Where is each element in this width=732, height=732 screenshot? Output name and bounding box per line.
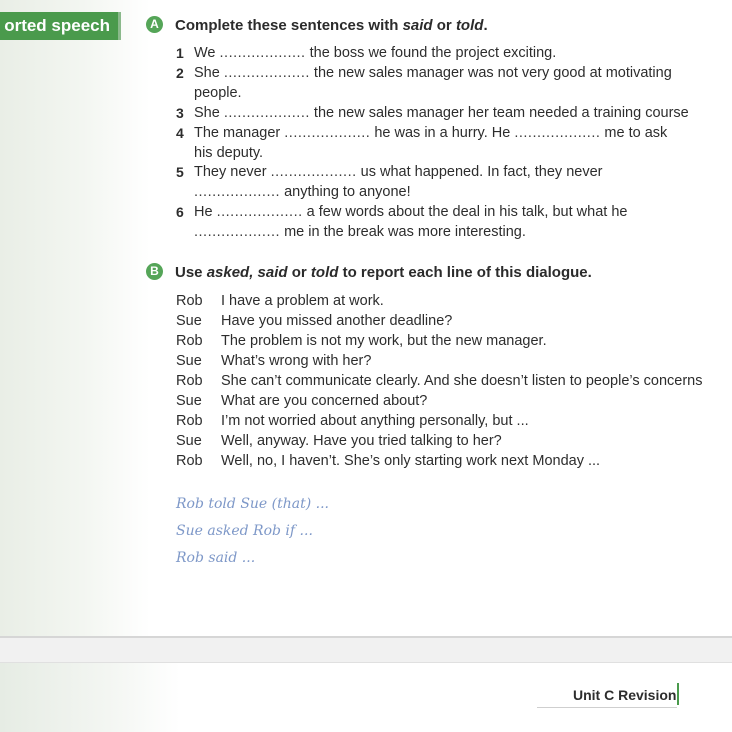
dialogue-text: I’m not worried about anything personally, but ... [221, 413, 529, 429]
exercise-a-badge: A [146, 16, 163, 33]
dialogue-text: Have you missed another deadline? [221, 313, 453, 329]
dialogue-text: What’s wrong with her? [221, 353, 372, 369]
item-number: 4 [176, 125, 184, 141]
speaker: Rob [176, 453, 203, 469]
item-number: 2 [176, 65, 184, 81]
dialogue-text: Well, anyway. Have you tried talking to her? [221, 433, 502, 449]
answer-blank[interactable]: ................... [194, 224, 281, 240]
item-number: 3 [176, 105, 184, 121]
unit-footer: Unit C Revision [573, 687, 677, 703]
speaker: Rob [176, 413, 203, 429]
page-gap [0, 638, 732, 662]
dialogue-line [176, 292, 384, 310]
dialogue-line [176, 332, 547, 350]
answer-blank[interactable]: ................... [284, 125, 371, 141]
dialogue-text: What are you concerned about? [221, 393, 428, 409]
answer-blank[interactable]: ................... [270, 164, 357, 180]
exercise-b-badge: B [146, 263, 163, 280]
dialogue-line [176, 352, 371, 370]
dialogue-line [176, 372, 702, 390]
answer-prompt: Rob told Sue (that) ... [176, 496, 330, 512]
exercise-a-item-5: They never ................... us what happened. In fact, they never [194, 164, 603, 180]
dialogue-line [176, 412, 529, 430]
answer-blank[interactable]: ................... [514, 125, 601, 141]
exercise-a-item-2-cont: people. [194, 85, 242, 101]
speaker: Sue [176, 433, 202, 449]
exercise-a-item-6-cont: ................... me in the break was more interesting. [194, 224, 526, 240]
answer-blank[interactable]: ................... [223, 65, 310, 81]
footer-rule [537, 707, 677, 708]
answer-blank[interactable]: ................... [216, 204, 303, 220]
dialogue-line [176, 432, 502, 450]
exercise-a-item-1: We ................... the boss we found the project exciting. [194, 45, 557, 61]
exercise-a-item-2: She ................... the new sales manager was not very good at motivating [194, 65, 672, 81]
dialogue-line [176, 392, 427, 410]
exercise-a-item-3: She ................... the new sales manager her team needed a training course [194, 105, 689, 121]
dialogue-line [176, 312, 452, 330]
section-tab: orted speech [0, 12, 118, 40]
section-tab-edge [118, 12, 121, 40]
footer-margin-background [0, 663, 180, 732]
speaker: Sue [176, 313, 202, 329]
exercise-a-item-4: The manager ................... he was in a hurry. He ................... me to ask [194, 125, 668, 141]
dialogue-text: I have a problem at work. [221, 293, 384, 309]
speaker: Rob [176, 293, 203, 309]
item-number: 5 [176, 164, 184, 180]
speaker: Sue [176, 353, 202, 369]
item-number: 1 [176, 45, 184, 61]
speaker: Rob [176, 333, 203, 349]
exercise-a-item-5-cont: ................... anything to anyone! [194, 184, 411, 200]
left-margin-background [0, 0, 150, 638]
exercise-b-heading: Use asked, said or told to report each line of this dialogue. [175, 264, 592, 281]
item-number: 6 [176, 204, 184, 220]
footer-accent-bar [677, 683, 679, 705]
exercise-a-heading: Complete these sentences with said or told. [175, 17, 488, 34]
dialogue-text: She can’t communicate clearly. And she doesn’t listen to people’s concerns [221, 373, 703, 389]
speaker: Rob [176, 373, 203, 389]
dialogue-text: The problem is not my work, but the new manager. [221, 333, 547, 349]
exercise-a-item-6: He ................... a few words about the deal in his talk, but what he [194, 204, 628, 220]
answer-prompt: Sue asked Rob if ... [176, 523, 313, 539]
dialogue-text: Well, no, I haven’t. She’s only starting work next Monday ... [221, 453, 601, 469]
answer-blank[interactable]: ................... [219, 45, 306, 61]
answer-blank[interactable]: ................... [223, 105, 310, 121]
speaker: Sue [176, 393, 202, 409]
answer-blank[interactable]: ................... [194, 184, 281, 200]
exercise-a-item-4-cont: his deputy. [194, 145, 264, 161]
answer-prompt: Rob said ... [176, 550, 256, 566]
dialogue-line [176, 452, 600, 470]
